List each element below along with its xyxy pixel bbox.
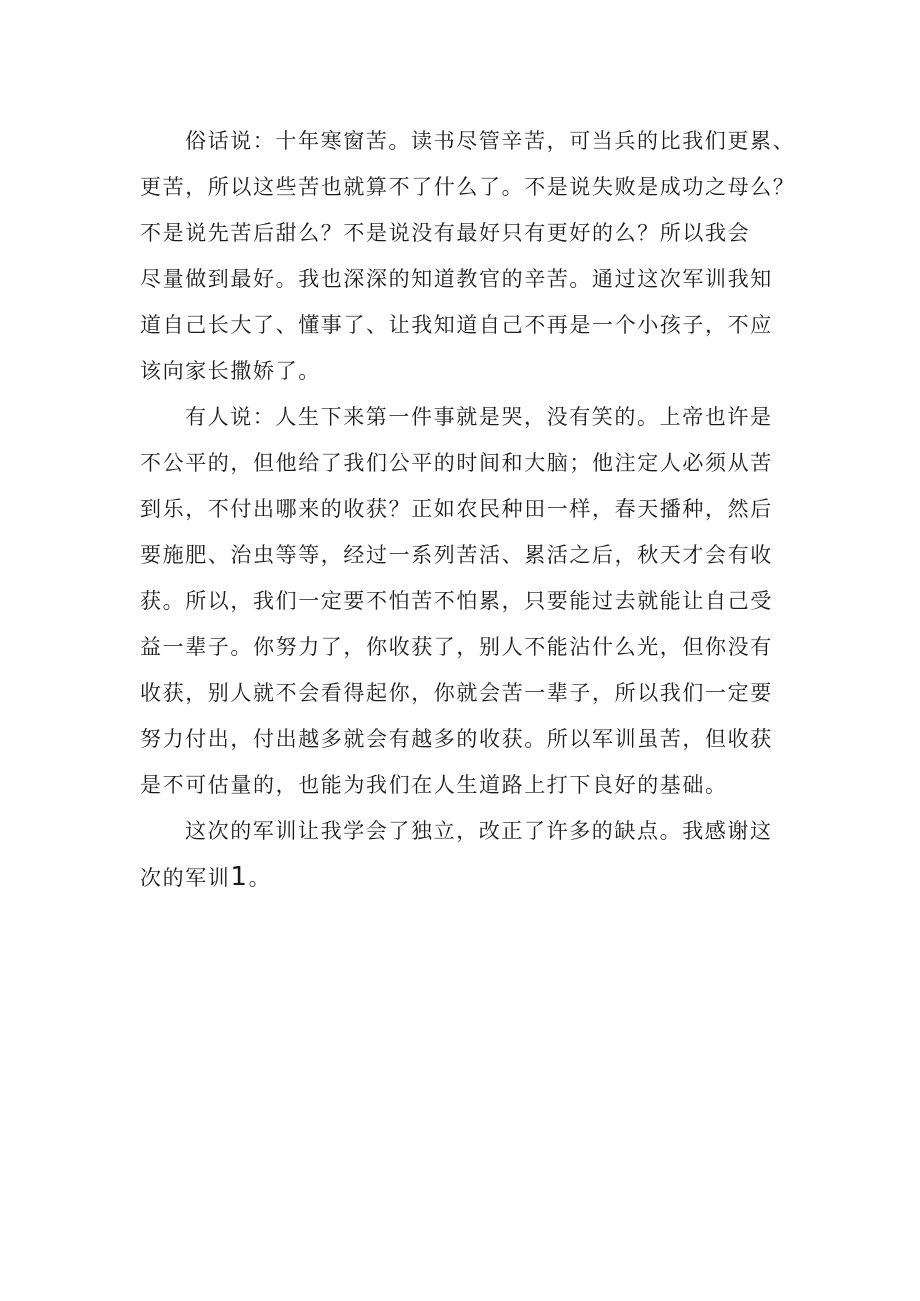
paragraph-2-line-2: 不公平的，但他给了我们公平的时间和大脑；他注定人必须从苦 [140, 451, 773, 475]
paragraph-1 [140, 118, 796, 394]
paragraph-3-line-2 [140, 854, 790, 900]
paragraph-1-line-3: 不是说先苦后甜么？不是说没有最好只有更好的么？所以我会 [140, 221, 751, 245]
paragraph-2-line-4: 要施肥、治虫等等，经过一系列苦活、累活之后，秋天才会有收 [140, 543, 773, 567]
paragraph-3-last-text: 次的军训 [140, 866, 231, 890]
paragraph-1-line-4: 尽量做到最好。我也深深的知道教官的辛苦。通过这次军训我知 [140, 267, 773, 291]
document-body [140, 118, 796, 900]
paragraph-1-line-5: 道自己长大了、懂事了、让我知道自己不再是一个小孩子，不应 [140, 313, 773, 337]
paragraph-2-line-6: 益一辈子。你努力了，你收获了，别人不能沾什么光，但你没有 [140, 635, 773, 659]
paragraph-2-line-1: 有人说：人生下来第一件事就是哭，没有笑的。上帝也许是 [185, 405, 773, 429]
paragraph-3-line-1: 这次的军训让我学会了独立，改正了许多的缺点。我感谢这 [185, 819, 773, 843]
paragraph-3-last-punctuation: 。 [248, 866, 272, 890]
paragraph-2-line-9: 是不可估量的，也能为我们在人生道路上打下良好的基础。 [140, 773, 728, 797]
paragraph-1-line-1: 俗话说：十年寒窗苦。读书尽管辛苦，可当兵的比我们更累、 [185, 129, 796, 153]
paragraph-2-line-8: 努力付出，付出越多就会有越多的收获。所以军训虽苦，但收获 [140, 727, 773, 751]
footnote-number: 1 [230, 862, 249, 892]
paragraph-2-line-5: 获。所以，我们一定要不怕苦不怕累，只要能过去就能让自己受 [140, 589, 773, 613]
paragraph-1-line-6: 该向家长撒娇了。 [140, 359, 321, 383]
paragraph-1-line-2: 更苦，所以这些苦也就算不了什么了。不是说失败是成功之母么？ [140, 175, 796, 199]
paragraph-2-line-3: 到乐，不付出哪来的收获？正如农民种田一样，春天播种，然后 [140, 497, 773, 521]
paragraph-2-line-7: 收获，别人就不会看得起你，你就会苦一辈子，所以我们一定要 [140, 681, 773, 705]
paragraph-3 [140, 808, 790, 900]
paragraph-2 [140, 394, 790, 808]
